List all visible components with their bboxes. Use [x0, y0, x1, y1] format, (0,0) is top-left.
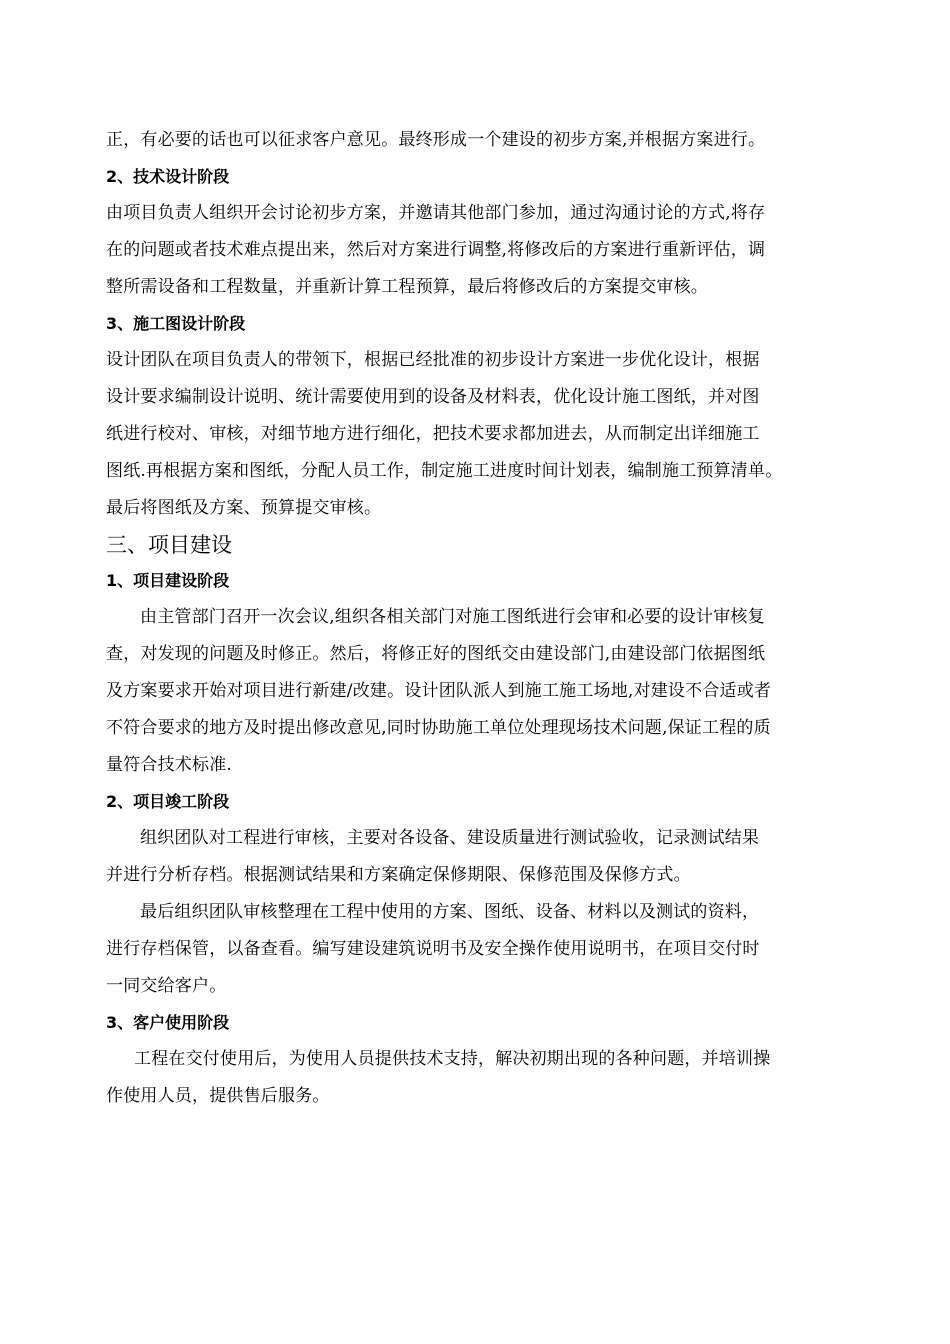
- customer-stage-line: 作使用人员，提供售后服务。: [106, 1086, 330, 1106]
- document-body: [106, 122, 856, 1115]
- construction-drawing-line: 设计要求编制设计说明、统计需要使用到的设备及材料表，优化设计施工图纸，并对图: [106, 387, 760, 407]
- tech-design-line: 由项目负责人组织开会讨论初步方案，并邀请其他部门参加，通过沟通讨论的方式,将存: [106, 203, 766, 223]
- tech-design-line: 在的问题或者技术难点提出来，然后对方案进行调整,将修改后的方案进行重新评估，调: [106, 240, 766, 260]
- build-stage-line: 由主管部门召开一次会议,组织各相关部门对施工图纸进行会审和必要的设计审核复: [140, 607, 765, 627]
- section-heading: 三、项目建设: [106, 533, 232, 557]
- construction-drawing-line: 纸进行校对、审核，对细节地方进行细化，把技术要求都加进去，从而制定出详细施工: [106, 424, 760, 444]
- completion-stage-line: 进行存档保管，以备查看。编写建设建筑说明书及安全操作使用说明书，在项目交付时: [106, 939, 760, 959]
- build-stage-heading: 1、项目建设阶段: [106, 571, 230, 590]
- construction-drawing-heading: 3、施工图设计阶段: [106, 314, 246, 333]
- construction-drawing-line: 最后将图纸及方案、预算提交审核。: [106, 498, 382, 518]
- build-stage-line: 及方案要求开始对项目进行新建/改建。设计团队派人到施工施工场地,对建设不合适或者: [106, 681, 772, 701]
- construction-drawing-line: 设计团队在项目负责人的带领下，根据已经批准的初步设计方案进一步优化设计，根据: [106, 350, 760, 370]
- completion-stage-heading: 2、项目竣工阶段: [106, 792, 230, 811]
- completion-stage-line: 组织团队对工程进行审核，主要对各设备、建设质量进行测试验收，记录测试结果: [140, 828, 760, 848]
- customer-stage-line: 工程在交付使用后，为使用人员提供技术支持，解决初期出现的各种问题，并培训操: [134, 1049, 771, 1069]
- completion-stage-line: 一同交给客户。: [106, 976, 227, 996]
- build-stage-line: 量符合技术标准.: [106, 755, 233, 775]
- completion-stage-line: 并进行分析存档。根据测试结果和方案确定保修期限、保修范围及保修方式。: [106, 865, 691, 885]
- intro-line: 正，有必要的话也可以征求客户意见。最终形成一个建设的初步方案,并根据方案进行。: [106, 130, 766, 150]
- build-stage-line: 查，对发现的问题及时修正。然后，将修正好的图纸交由建设部门,由建设部门依据图纸: [106, 644, 766, 664]
- customer-stage-heading: 3、客户使用阶段: [106, 1013, 230, 1032]
- tech-design-heading: 2、技术设计阶段: [106, 167, 230, 186]
- tech-design-line: 整所需设备和工程数量，并重新计算工程预算，最后将修改后的方案提交审核。: [106, 277, 708, 297]
- construction-drawing-line: 图纸.再根据方案和图纸，分配人员工作，制定施工进度时间计划表，编制施工预算清单。: [106, 461, 783, 481]
- build-stage-line: 不符合要求的地方及时提出修改意见,同时协助施工单位处理现场技术问题,保证工程的质: [106, 718, 771, 738]
- completion-stage-line: 最后组织团队审核整理在工程中使用的方案、图纸、设备、材料以及测试的资料，: [140, 902, 760, 922]
